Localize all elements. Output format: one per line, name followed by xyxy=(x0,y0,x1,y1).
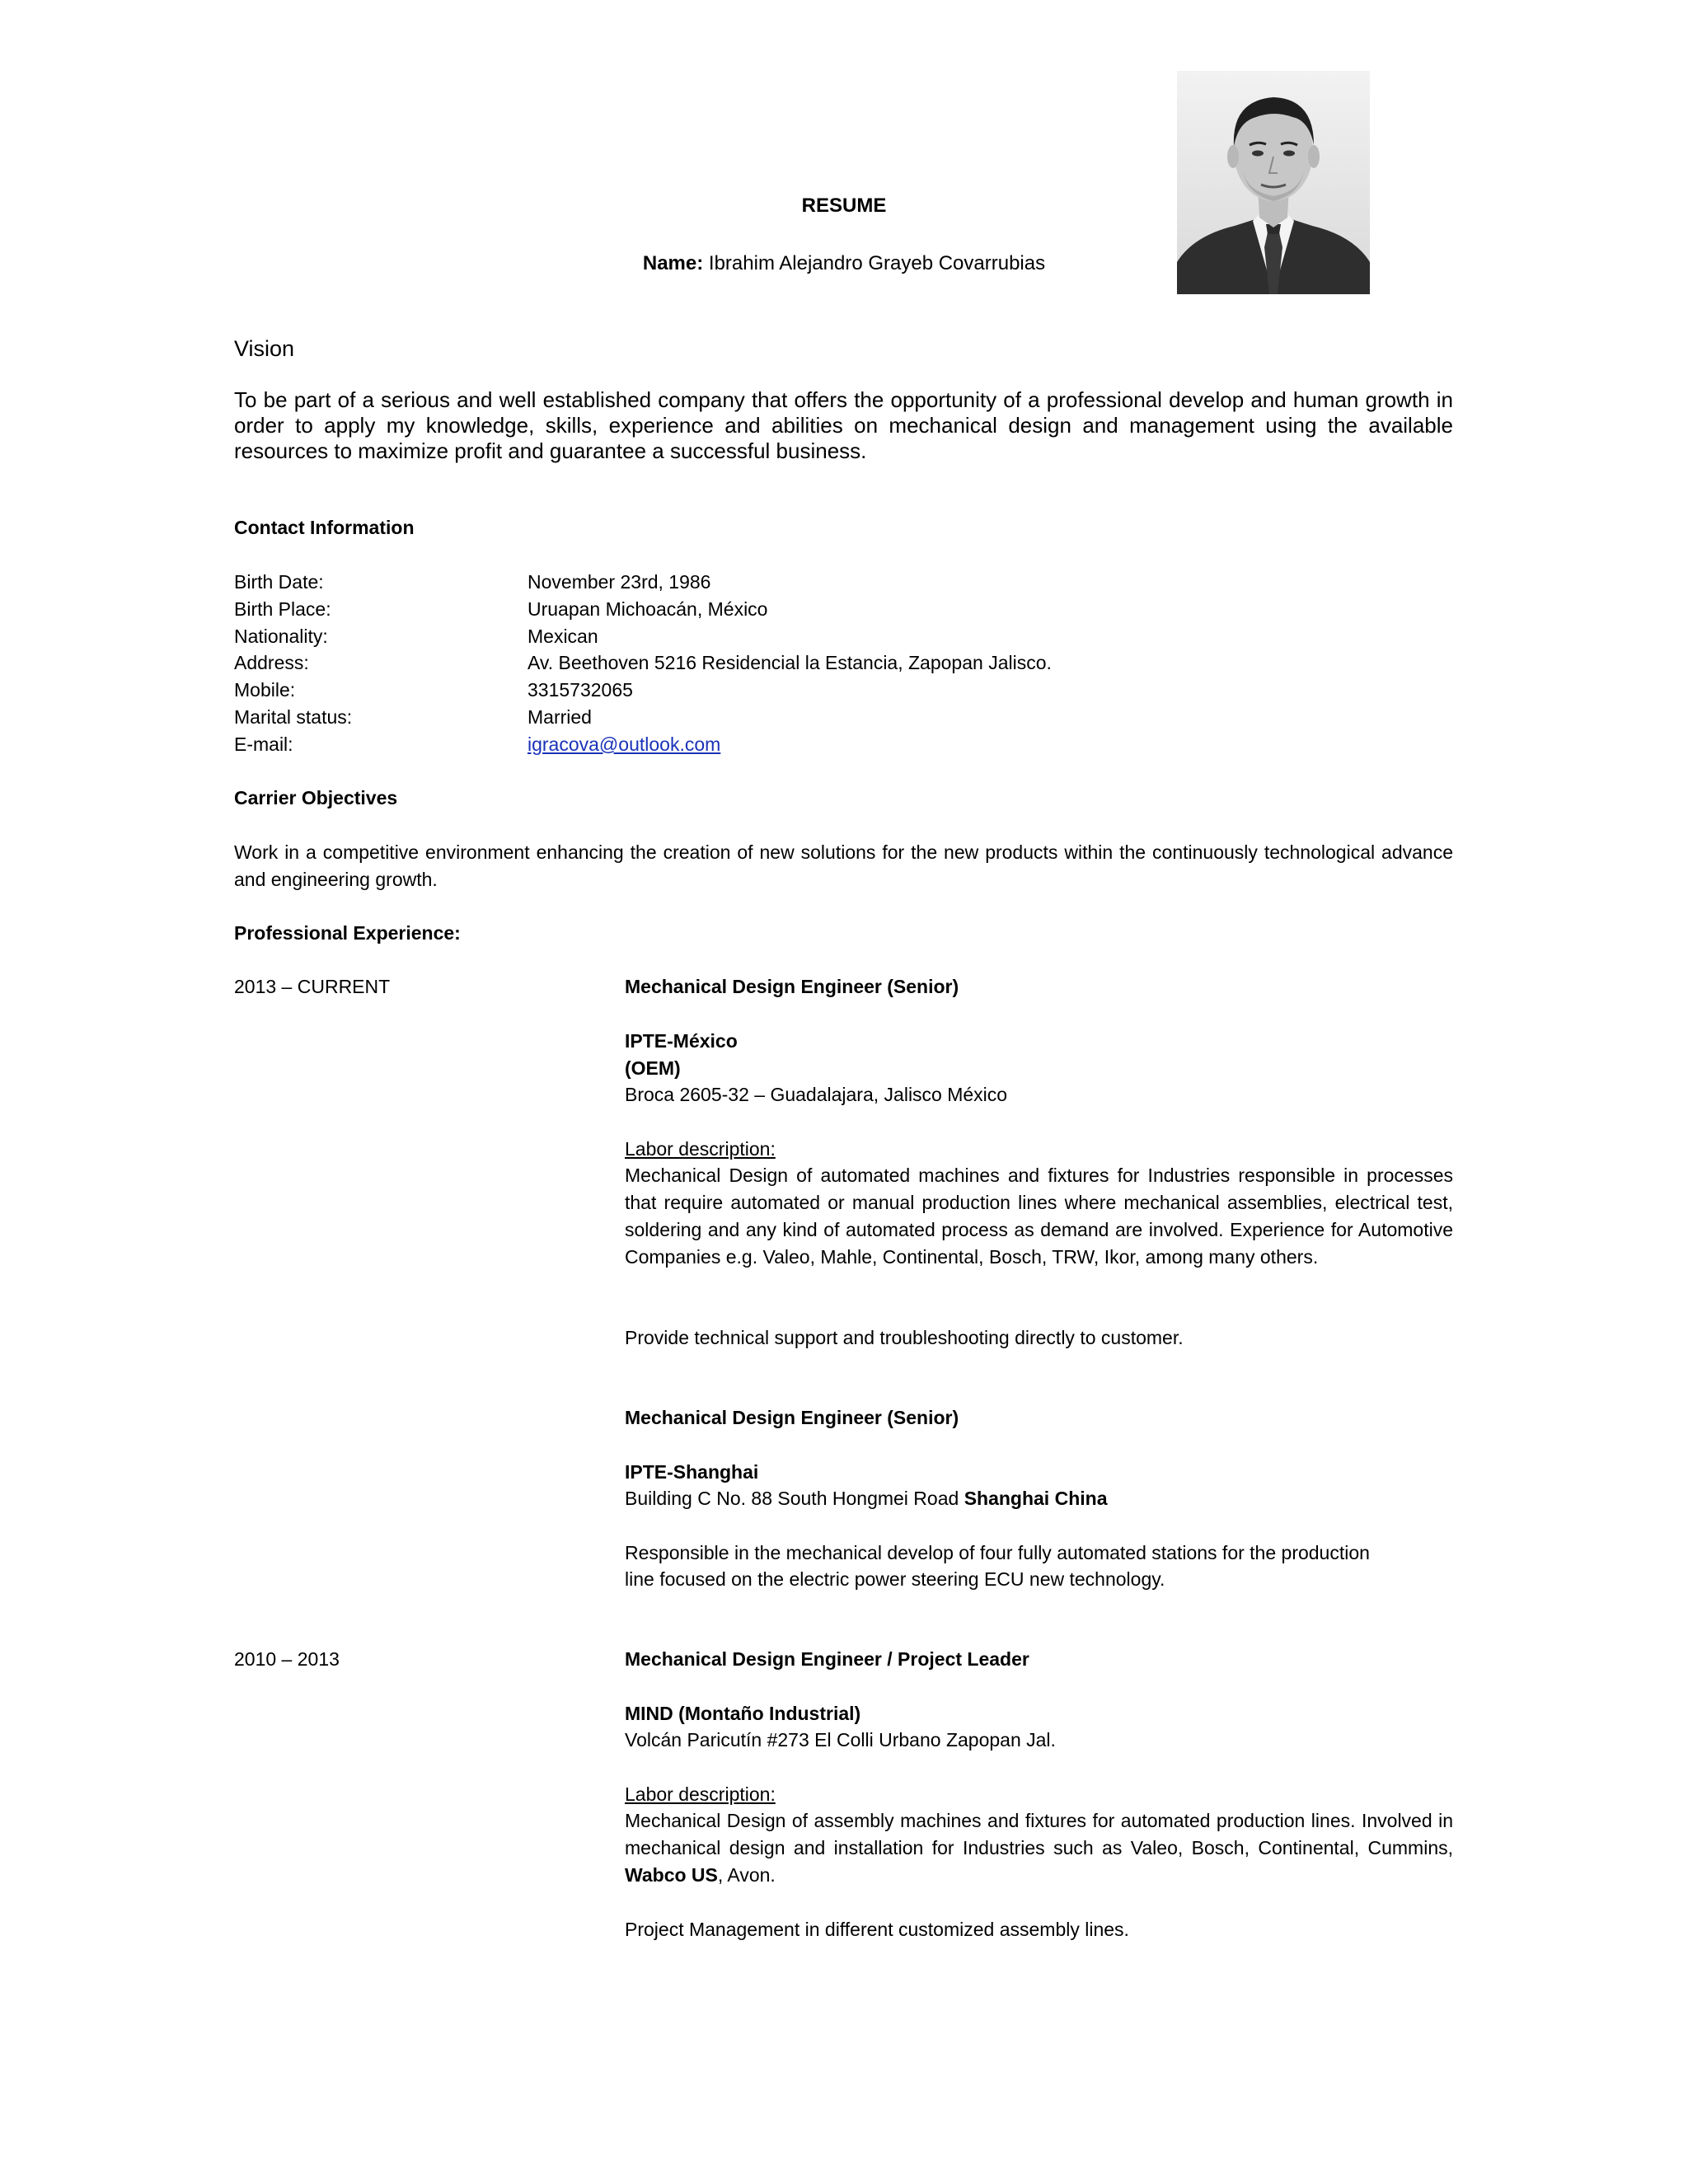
contact-heading: Contact Information xyxy=(234,517,415,538)
experience-heading: Professional Experience: xyxy=(234,922,461,944)
job3-labor-text-part1: Mechanical Design of assembly machines and fixtures for automated production lines. Involved in mechanical design and installation for Industries such as Valeo, Bosch, Continental, Cummins, xyxy=(625,1810,1453,1858)
job1-role: Mechanical Design Engineer (Senior) xyxy=(625,976,959,997)
job2-text-line2: line focused on the electric power steering ECU new technology. xyxy=(625,1568,1165,1590)
nationality-label: Nationality: xyxy=(234,626,328,647)
job1-type: (OEM) xyxy=(625,1057,681,1079)
job2-address xyxy=(625,1485,1107,1512)
name-label: Name: xyxy=(642,252,704,274)
job3-period: 2010 – 2013 xyxy=(234,1648,340,1670)
job3-address: Volcán Paricutín #273 El Colli Urbano Zapopan Jal. xyxy=(625,1729,1056,1750)
job1-support-text: Provide technical support and troubleshooting directly to customer. xyxy=(625,1327,1184,1348)
job3-pm-text: Project Management in different customized assembly lines. xyxy=(625,1919,1129,1940)
job1-labor-text: Mechanical Design of automated machines and fixtures for Industries responsible in processes that require automated or manual production lines where mechanical assemblies, electrical test, soldering and any kind of automated process as demand are involved. Experience for Automotive Companies e.g. Valeo, Mahle, Continental, Bosch, TRW, Ikor, among many others. xyxy=(625,1165,1453,1268)
mobile-value: 3315732065 xyxy=(528,679,633,701)
address-label: Address: xyxy=(234,652,309,673)
job2-company: IPTE-Shanghai xyxy=(625,1461,759,1483)
job3-company: MIND (Montaño Industrial) xyxy=(625,1703,861,1724)
job3-labor-text xyxy=(625,1807,1453,1889)
job3-role: Mechanical Design Engineer / Project Leader xyxy=(625,1648,1029,1670)
job2-text-line1: Responsible in the mechanical develop of four fully automated stations for the production xyxy=(625,1542,1370,1563)
job1-labor-label: Labor description: xyxy=(625,1138,776,1160)
objectives-text: Work in a competitive environment enhancing the creation of new solutions for the new products within the continuously technological advance and engineering growth. xyxy=(234,841,1453,890)
job1-address: Broca 2605-32 – Guadalajara, Jalisco México xyxy=(625,1084,1008,1105)
birth-place-value: Uruapan Michoacán, México xyxy=(528,598,768,620)
address-value: Av. Beethoven 5216 Residencial la Estancia, Zapopan Jalisco. xyxy=(528,652,1052,673)
birth-date-label: Birth Date: xyxy=(234,571,324,593)
nationality-value: Mexican xyxy=(528,626,598,647)
name-value: Ibrahim Alejandro Grayeb Covarrubias xyxy=(703,252,1046,274)
mobile-label: Mobile: xyxy=(234,679,296,701)
vision-heading: Vision xyxy=(234,336,295,361)
job2-role: Mechanical Design Engineer (Senior) xyxy=(625,1407,959,1428)
marital-status-label: Marital status: xyxy=(234,706,353,728)
objectives-heading: Carrier Objectives xyxy=(234,787,398,808)
job1-period: 2013 – CURRENT xyxy=(234,976,391,997)
name-line xyxy=(0,252,1688,275)
job2-address-city: Shanghai China xyxy=(964,1488,1108,1509)
job3-labor-text-part2: , Avon. xyxy=(717,1864,776,1886)
resume-title: RESUME xyxy=(801,194,887,217)
marital-status-value: Married xyxy=(528,706,592,728)
birth-date-value: November 23rd, 1986 xyxy=(528,571,711,593)
job1-company: IPTE-México xyxy=(625,1030,738,1052)
birth-place-label: Birth Place: xyxy=(234,598,331,620)
job3-labor-text-bold: Wabco US xyxy=(625,1864,718,1886)
email-label: E-mail: xyxy=(234,733,293,755)
vision-text: To be part of a serious and well established company that offers the opportunity of a professional develop and human growth in order to apply my knowledge, skills, experience and abilities on mechanical design and management using the available resources to maximize profit and guarantee a successful business. xyxy=(234,387,1453,463)
email-link[interactable]: igracova@outlook.com xyxy=(528,733,721,755)
job3-labor-label: Labor description: xyxy=(625,1783,776,1805)
job2-address-street: Building C No. 88 South Hongmei Road xyxy=(625,1488,964,1509)
